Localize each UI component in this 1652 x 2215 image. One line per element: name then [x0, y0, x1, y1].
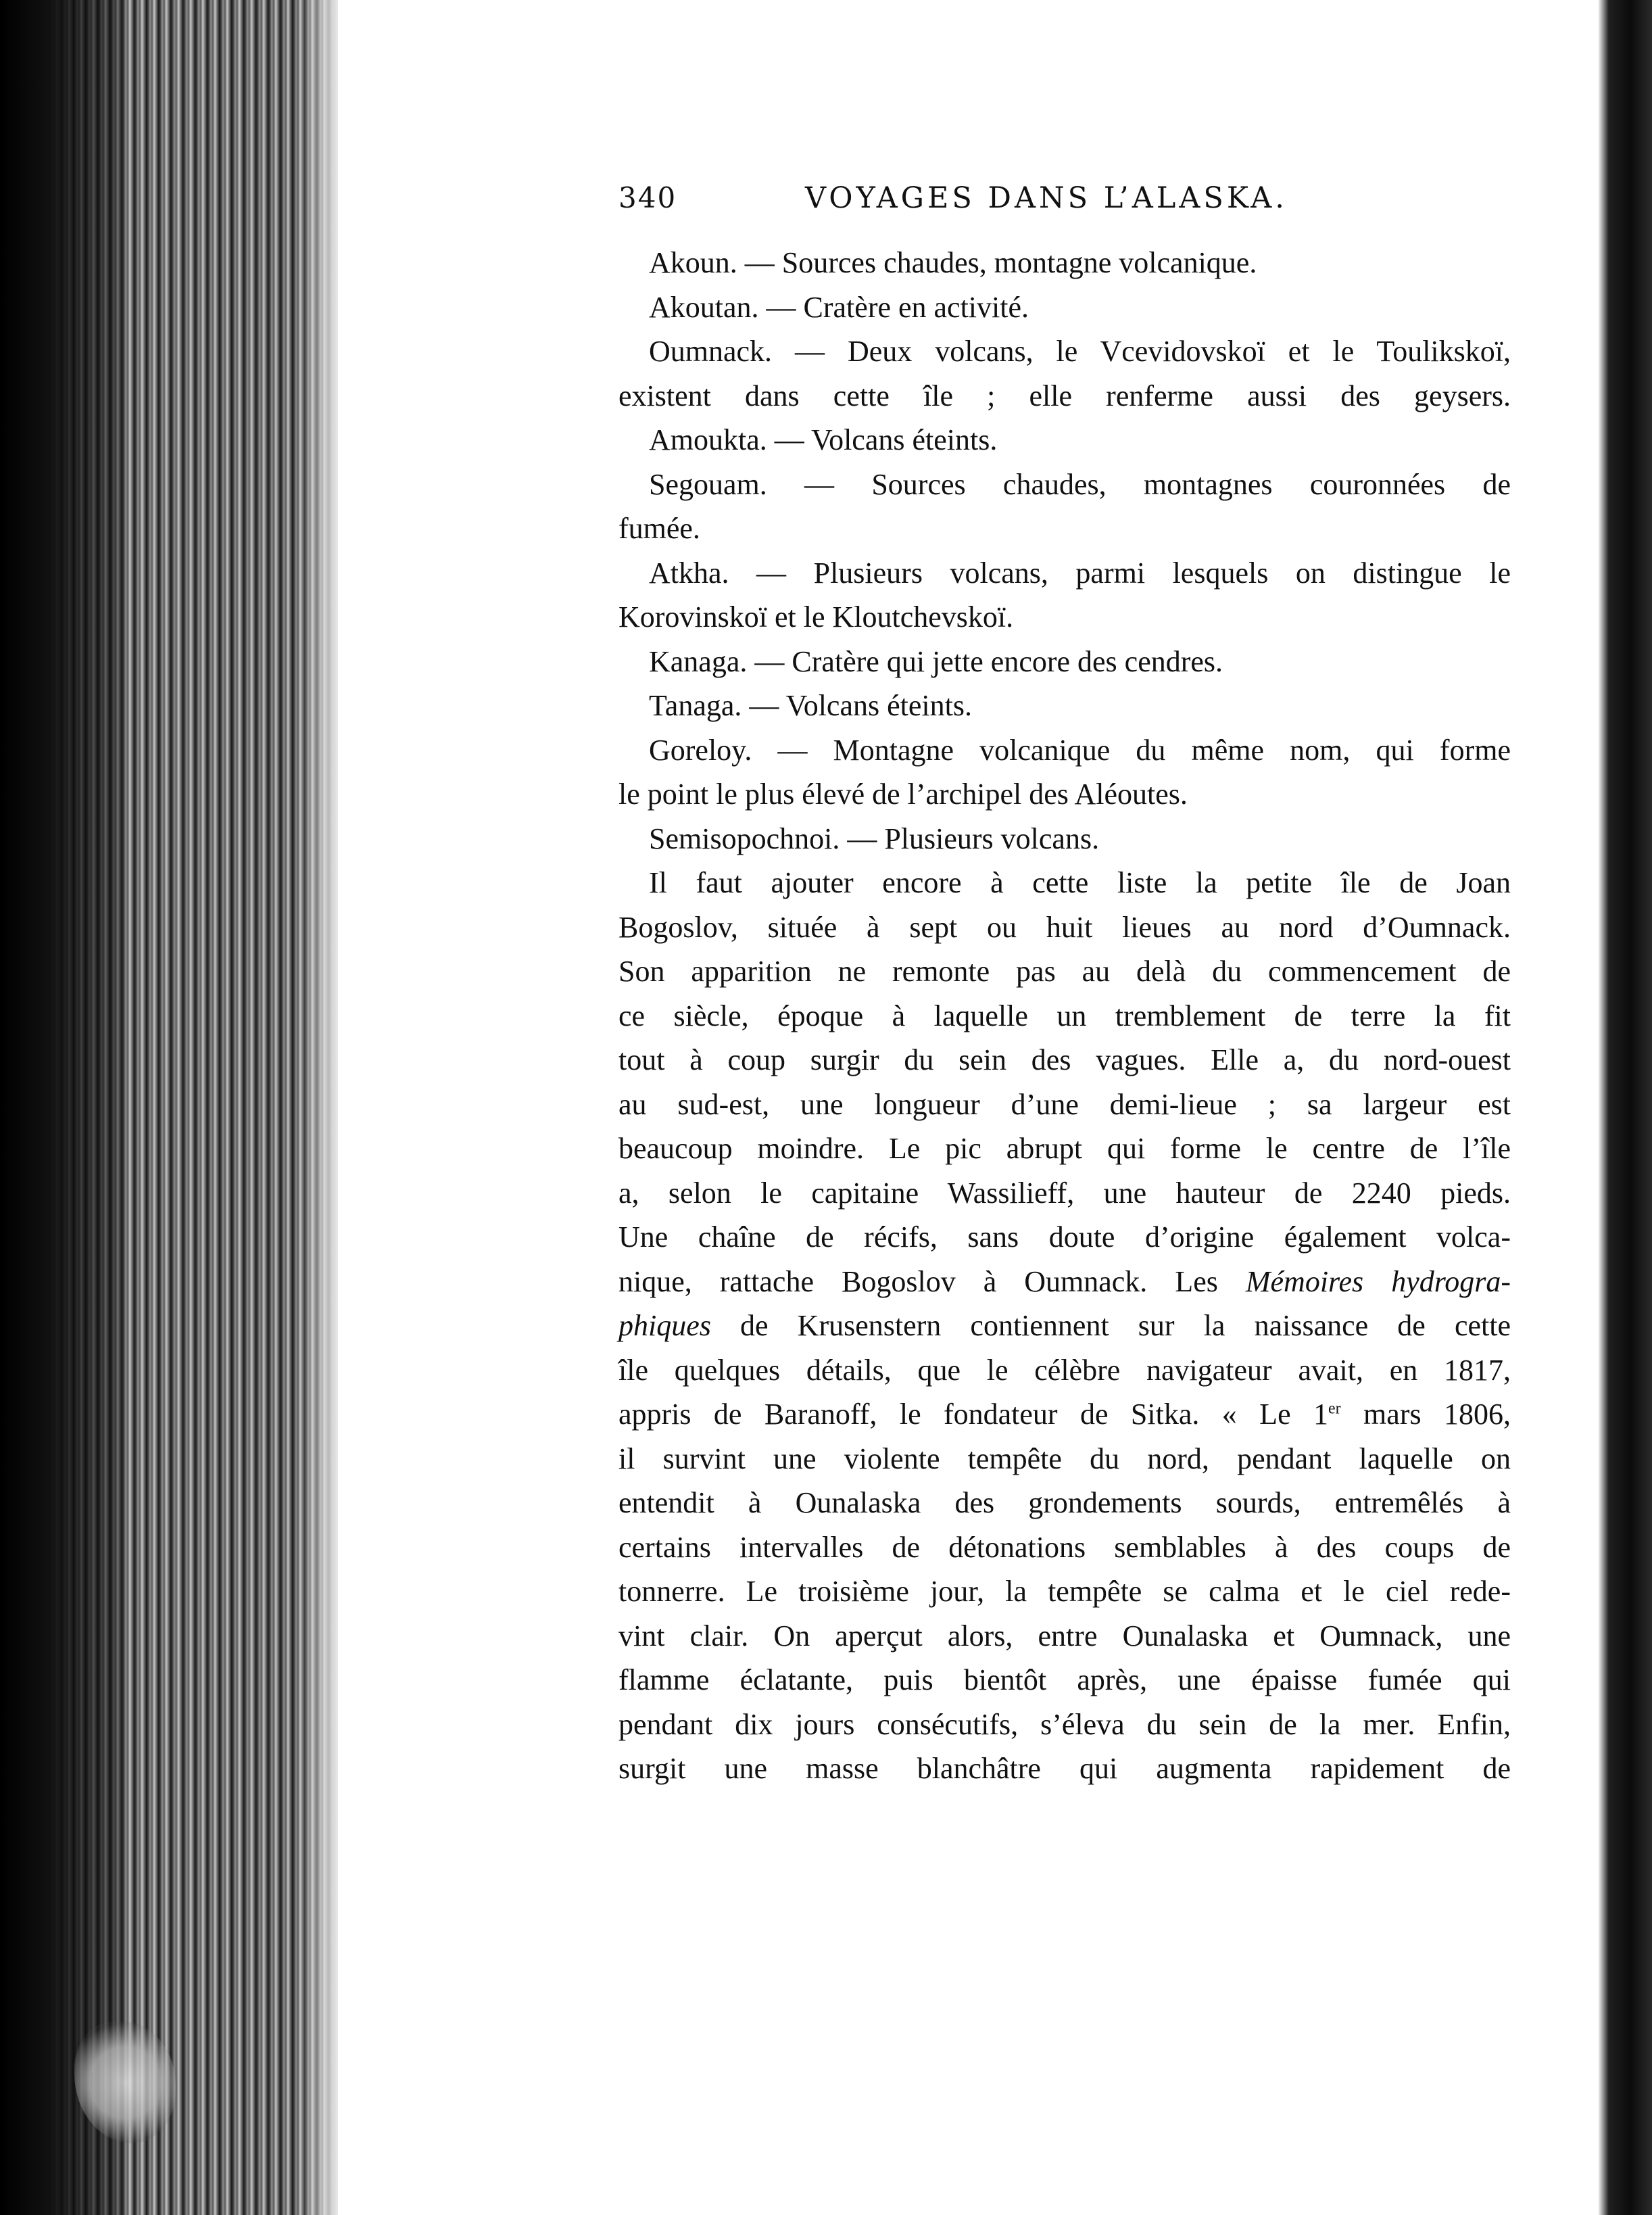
text-line: flamme éclatante, puis bientôt après, une épaisse fumée qui	[618, 1663, 1511, 1696]
text-line: Bogoslov, située à sept ou huit lieues au nord d’Oumnack.	[618, 910, 1511, 944]
text-segment: mars 1806,	[1340, 1398, 1511, 1431]
book-page	[338, 0, 1598, 2215]
text-line: Akoutan. — Cratère en activité.	[649, 290, 1029, 324]
text-line: tonnerre. Le troisième jour, la tempête se calma et le ciel rede-	[618, 1575, 1511, 1608]
text-line: surgit une masse blanchâtre qui augmenta rapidement de	[618, 1752, 1511, 1785]
running-head	[618, 181, 1646, 229]
italic-title: Mémoires hydrogra-	[1245, 1264, 1511, 1298]
text-line	[618, 1304, 1511, 1348]
scan-border	[1598, 0, 1652, 2215]
text-line: beaucoup moindre. Le pic abrupt qui forme le centre de l’île	[618, 1132, 1511, 1165]
text-line: ce siècle, époque à laquelle un tremblement de terre la fit	[618, 999, 1511, 1032]
text-line: Korovinskoï et le Kloutchevskoï.	[618, 600, 1014, 634]
running-title: VOYAGES DANS L’ALASKA.	[805, 181, 1288, 215]
text-line: Semisopochnoi. — Plusieurs volcans.	[649, 821, 1100, 855]
text-line: Il faut ajouter encore à cette liste la petite île de Joan	[649, 866, 1511, 899]
italic-title: phiques	[618, 1309, 711, 1342]
text-line	[618, 1260, 1511, 1304]
text-line: Oumnack. — Deux volcans, le Vcevidovskoï et le Toulikskoï,	[649, 335, 1511, 368]
text-line: Segouam. — Sources chaudes, montagnes couronnées de	[649, 467, 1511, 501]
text-line: au sud-est, une longueur d’une demi-lieue ; sa largeur est	[618, 1087, 1511, 1121]
text-line: Atkha. — Plusieurs volcans, parmi lesquels on distingue le	[649, 556, 1511, 590]
text-line: tout à coup surgir du sein des vagues. Elle a, du nord-ouest	[618, 1043, 1511, 1076]
text-line: Son apparition ne remonte pas au delà du commencement de	[618, 955, 1511, 988]
text-line: Akoun. — Sources chaudes, montagne volcanique.	[649, 246, 1257, 279]
text-line: le point le plus élevé de l’archipel des Aléoutes.	[618, 778, 1188, 811]
text-line: a, selon le capitaine Wassilieff, une hauteur de 2240 pieds.	[618, 1176, 1511, 1210]
text-line: Amoukta. — Volcans éteints.	[649, 423, 998, 456]
body-text	[618, 241, 1511, 1791]
text-line: fumée.	[618, 512, 700, 545]
text-segment: de Krusenstern contiennent sur la naissance de cette	[710, 1309, 1511, 1342]
text-line: vint clair. On aperçut alors, entre Ounalaska et Oumnack, une	[618, 1619, 1511, 1652]
text-line: île quelques détails, que le célèbre navigateur avait, en 1817,	[618, 1353, 1511, 1387]
text-segment: appris de Baranoff, le fondateur de Sitka. « Le 1	[618, 1398, 1328, 1431]
text-line: existent dans cette île ; elle renferme aussi des geysers.	[618, 379, 1511, 412]
text-line: Kanaga. — Cratère qui jette encore des cendres.	[649, 644, 1223, 678]
text-line: Une chaîne de récifs, sans doute d’origine également volca-	[618, 1220, 1511, 1254]
text-segment: nique, rattache Bogoslov à Oumnack. Les	[618, 1264, 1246, 1298]
text-line: certains intervalles de détonations semblables à des coups de	[618, 1530, 1511, 1564]
page-number: 340	[618, 181, 677, 214]
text-line	[618, 1392, 1511, 1437]
book-page-stack	[0, 0, 338, 2215]
text-line: Tanaga. — Volcans éteints.	[649, 689, 972, 722]
text-line: il survint une violente tempête du nord, pendant laquelle on	[618, 1442, 1511, 1475]
text-line: Goreloy. — Montagne volcanique du même nom, qui forme	[649, 733, 1511, 767]
text-line: entendit à Ounalaska des grondements sourds, entremêlés à	[618, 1486, 1511, 1519]
ordinal-superscript: er	[1328, 1400, 1341, 1418]
text-line: pendant dix jours consécutifs, s’éleva du sein de la mer. Enfin,	[618, 1707, 1511, 1741]
